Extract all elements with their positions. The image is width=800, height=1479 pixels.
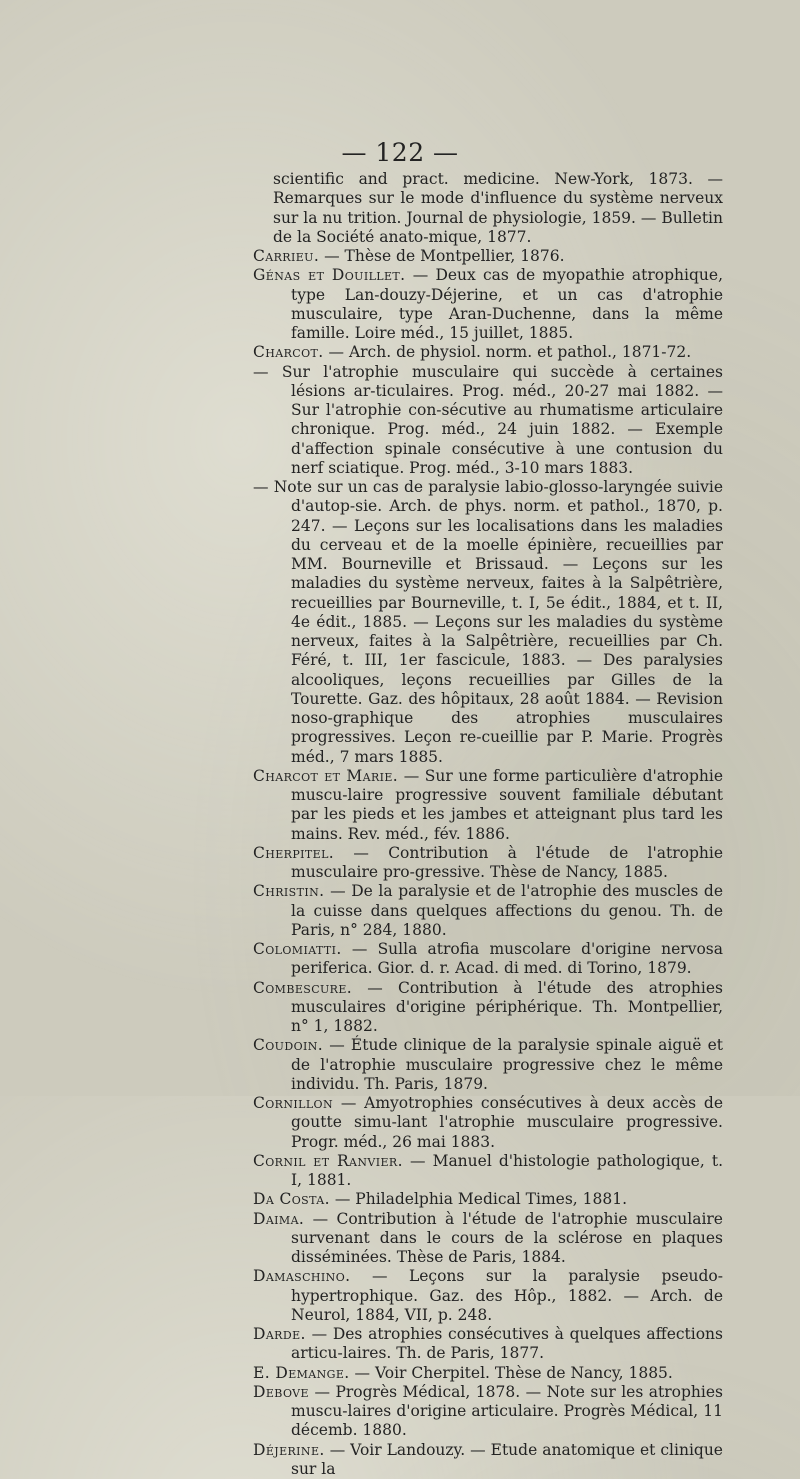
entry-text: — Des atrophies consécutives à quelques affections articu-laires. Th. de Paris, 1877. — [291, 1325, 723, 1362]
entry-author: Coudoin. — [253, 1036, 323, 1054]
bibliography-entry — [253, 1210, 723, 1268]
entry-author: Déjerine. — [253, 1441, 325, 1459]
entry-author: Combescure. — [253, 979, 352, 997]
entry-text: — Contribution à l'étude de l'atrophie musculaire survenant dans le cours de la sclérose en plaques disséminées. Thèse de Paris, 1884. — [291, 1210, 723, 1267]
bibliography-entry — [253, 1267, 723, 1325]
entry-text: — Sulla atrofia muscolare d'origine nervosa periferica. Gior. d. r. Acad. di med. di Torino, 1879. — [291, 940, 723, 977]
entry-text: — Voir Cherpitel. Thèse de Nancy, 1885. — [355, 1364, 673, 1382]
bibliography-entry — [253, 247, 723, 266]
entry-author: Christin. — [253, 882, 324, 900]
bibliography-entry — [253, 767, 723, 844]
bibliography-entry — [253, 1325, 723, 1364]
bibliography-text — [253, 170, 723, 1479]
entry-text: — Contribution à l'étude de l'atrophie musculaire pro-gressive. Thèse de Nancy, 1885. — [291, 844, 723, 881]
entry-text: — Voir Landouzy. — Etude anatomique et clinique sur la — [291, 1441, 723, 1478]
entry-text: — Progrès Médical, 1878. — Note sur les atrophies muscu-laires d'origine articulaire. Progrès Médical, 11 décemb. 1880. — [291, 1383, 723, 1440]
bibliography-entry — [253, 1036, 723, 1094]
bibliography-entry — [253, 266, 723, 343]
entry-text: — Contribution à l'étude des atrophies musculaires d'origine périphérique. Th. Montpellier, n° 1, 1882. — [291, 979, 723, 1036]
entry-author: Damaschino. — [253, 1267, 350, 1285]
entry-text: scientific and pract. medicine. New-York, 1873. — Remarques sur le mode d'influence du système nerveux sur la nu trition. Journal de physiologie, 1859. — Bulletin de la Société anato-mique, 1877. — [273, 170, 723, 246]
entry-text: — Sur l'atrophie musculaire qui succède à certaines lésions ar-ticulaires. Prog. méd., 20-27 mai 1882. — Sur l'atrophie con-sécutive au rhumatisme articulaire chronique. Prog. méd., 24 juin 1882. — Exemple d'affection spinale consécutive à une contusion du nerf sciatique. Prog. méd., 3-10 mars 1883. — [253, 363, 723, 477]
entry-author: Génas et Douillet. — [253, 266, 406, 284]
bibliography-entry — [253, 1094, 723, 1152]
bibliography-entry — [253, 170, 723, 247]
bibliography-entry — [253, 1383, 723, 1441]
page-number: — 122 — — [0, 138, 800, 167]
entry-author: Carrieu. — [253, 247, 319, 265]
entry-author: Charcot et Marie. — [253, 767, 398, 785]
bibliography-entry — [253, 343, 723, 362]
entry-text: — Note sur un cas de paralysie labio-glosso-laryngée suivie d'autop-sie. Arch. de phys. norm. et pathol., 1870, p. 247. — Leçons sur les localisations dans les maladies du cerveau et de la moelle épinière, recueillies par MM. Bourneville et Brissaud. — Leçons sur les maladies du système nerveux, faites à la Salpêtrière, recueillies par Bourneville, t. I, 5e édit., 1884, et t. II, 4e édit., 1885. — Leçons sur les maladies du système nerveux, faites à la Salpêtrière, recueillies par Ch. Féré, t. III, 1er fascicule, 1883. — Des paralysies alcooliques, leçons recueillies par Gilles de la Tourette. Gaz. des hôpitaux, 28 août 1884. — Revision noso-graphique des atrophies musculaires progressives. Leçon re-cueillie par P. Marie. Progrès méd., 7 mars 1885. — [253, 478, 723, 766]
entry-text: — Philadelphia Medical Times, 1881. — [335, 1190, 627, 1208]
entry-author: Daima. — [253, 1210, 304, 1228]
bibliography-entry — [253, 882, 723, 940]
entry-text: — Deux cas de myopathie atrophique, type Lan-douzy-Déjerine, et un cas d'atrophie musculaire, type Aran-Duchenne, dans la même famille. Loire méd., 15 juillet, 1885. — [291, 266, 723, 342]
bibliography-entry — [253, 1441, 723, 1479]
bibliography-entry — [253, 979, 723, 1037]
entry-author: Da Costa. — [253, 1190, 330, 1208]
bibliography-entry — [253, 1364, 723, 1383]
bibliography-entry — [253, 1190, 723, 1209]
entry-text: — Manuel d'histologie pathologique, t. I, 1881. — [291, 1152, 723, 1189]
bibliography-entry — [253, 940, 723, 979]
entry-author: Cornillon — [253, 1094, 333, 1112]
entry-text: — De la paralysie et de l'atrophie des muscles de la cuisse dans quelques affections du genou. Th. de Paris, n° 284, 1880. — [291, 882, 723, 939]
entry-author: Cherpitel. — [253, 844, 334, 862]
entry-text: — Leçons sur la paralysie pseudo-hypertrophique. Gaz. des Hôp., 1882. — Arch. de Neurol, 1884, VII, p. 248. — [291, 1267, 723, 1324]
bibliography-entry — [253, 478, 723, 767]
entry-text: — Sur une forme particulière d'atrophie muscu-laire progressive souvent familiale débutant par les pieds et les jambes et atteignant plus tard les mains. Rev. méd., fév. 1886. — [291, 767, 723, 843]
bibliography-entry — [253, 1152, 723, 1191]
entry-text: — Amyotrophies consécutives à deux accès de goutte simu-lant l'atrophie musculaire progressive. Progr. méd., 26 mai 1883. — [291, 1094, 723, 1151]
entry-author: Cornil et Ranvier. — [253, 1152, 403, 1170]
bibliography-entry — [253, 844, 723, 883]
entry-author: E. Demange. — [253, 1364, 350, 1382]
bibliography-entry — [253, 363, 723, 479]
entry-text: — Thèse de Montpellier, 1876. — [324, 247, 565, 265]
entry-author: Debove — [253, 1383, 309, 1401]
entry-text: — Étude clinique de la paralysie spinale aiguë et de l'atrophie musculaire progressive chez le même individu. Th. Paris, 1879. — [291, 1036, 723, 1093]
entry-text: — Arch. de physiol. norm. et pathol., 1871-72. — [329, 343, 692, 361]
entry-author: Darde. — [253, 1325, 306, 1343]
entry-author: Charcot. — [253, 343, 324, 361]
entry-author: Colomiatti. — [253, 940, 342, 958]
